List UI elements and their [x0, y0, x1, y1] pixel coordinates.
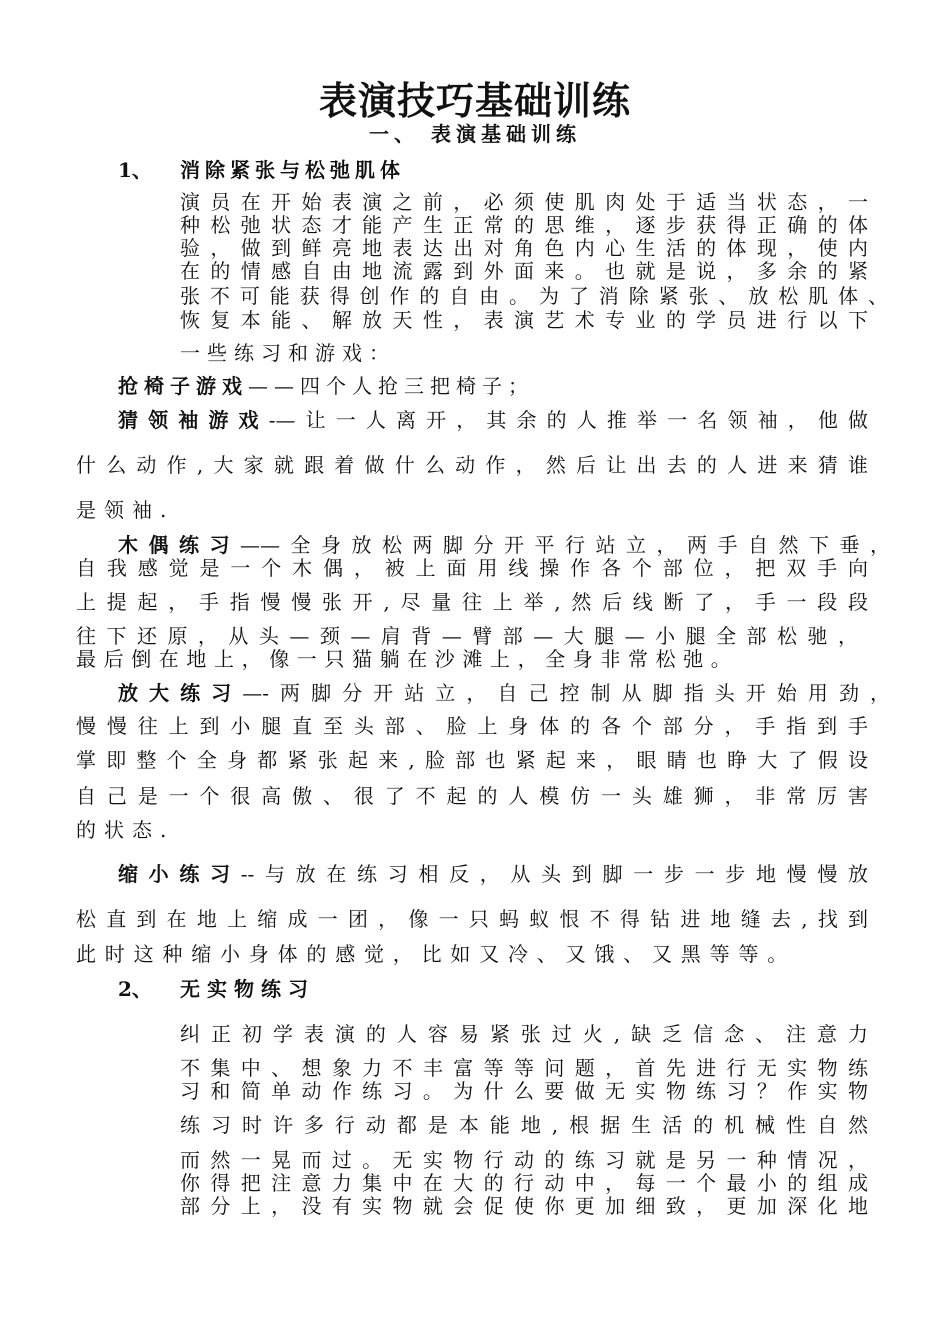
exercise-line: 自我感觉是一个木偶，被上面用线操作各个部位，把双手向	[76, 556, 868, 580]
paragraph-line: 一些练习和游戏：	[180, 341, 396, 365]
exercise-line: 慢慢往上到小腿直至头部、脸上身体的各个部分，手指到手	[76, 714, 868, 738]
exercise-name: 放大练习	[118, 681, 243, 705]
exercise-line: 自己是一个很高傲、很了不起的人模仿一头雄狮，非常厉害	[76, 784, 868, 808]
section2-number: 2、	[118, 977, 152, 1001]
paragraph-line: 部分上，没有实物就会促使你更加细致，更加深化地	[180, 1194, 868, 1218]
exercise-text: ——全身放松两脚分开平行站立，两手自然下垂，	[240, 533, 890, 557]
exercise-line: 最后倒在地上，像一只猫躺在沙滩上，全身非常松弛。	[76, 647, 739, 671]
game-line: 是领袖.	[76, 498, 175, 522]
exercise-text: —-两脚分开站立，自己控制从脚指头开始用劲，	[242, 681, 891, 705]
paragraph-line: 种松弛状态才能产生正常的思维，逐步获得正确的体	[180, 213, 868, 237]
paragraph-line: 纠正初学表演的人容易紧张过火,缺乏信念、注意力	[180, 1022, 868, 1046]
exercise-text: --与放在练习相反，从头到脚一步一步地慢慢放	[240, 862, 869, 886]
game-name: 猜领袖游戏	[118, 408, 269, 432]
exercise-line	[118, 533, 890, 557]
section1-number: 1、	[118, 158, 152, 182]
paragraph-line: 练习时许多行动都是本能地,根据生活的机械性自然	[180, 1113, 868, 1137]
game-line: 什么动作,大家就跟着做什么动作，然后让出去的人进来猜谁	[76, 453, 868, 477]
game-text: -—让一人离开，其余的人推举一名领袖，他做	[268, 408, 869, 432]
exercise-line: 往下还原，从头—颈—肩背—臂部—大腿—小腿全部松驰，	[76, 624, 858, 648]
exercise-name: 木偶练习	[118, 533, 240, 557]
paragraph-line: 而然一晃而过。无实物行动的练习就是另一种情况，	[180, 1148, 868, 1172]
paragraph-line: 在的情感自由地流露到外面来。也就是说，多余的紧	[180, 259, 868, 283]
game-name: 抢椅子游戏	[118, 374, 248, 398]
exercise-line: 上提起，手指慢慢张开,尽量往上举,然后线断了，手一段段	[76, 590, 868, 614]
game-chairs	[118, 374, 534, 398]
paragraph-line: 张不可能获得创作的自由。为了消除紧张、放松肌体、	[180, 284, 888, 308]
paragraph-line: 验，做到鲜亮地表达出对角色内心生活的体现，使内	[180, 236, 868, 260]
paragraph-line: 恢复本能、解放天性，表演艺术专业的学员进行以下	[180, 308, 868, 332]
section1-heading: 消除紧张与松弛肌体	[180, 158, 405, 182]
section-title: 一、 表演基础训练	[369, 122, 581, 146]
exercise-line	[118, 681, 890, 705]
exercise-line	[118, 862, 868, 886]
paragraph-line: 你得把注意力集中在大的行动中，每一个最小的组成	[180, 1171, 868, 1195]
paragraph-line: 习和简单动作练习。为什么要做无实物练习？作实物	[180, 1079, 868, 1103]
exercise-line: 的状态.	[76, 818, 175, 842]
exercise-line: 松直到在地上缩成一团，像一只蚂蚁恨不得钻进地缝去,找到	[76, 907, 868, 931]
section2-heading: 无实物练习	[180, 977, 315, 1001]
exercise-line: 掌即整个全身都紧张起来,脸部也紧起来，眼睛也睁大了假设	[76, 748, 868, 772]
paragraph-line: 演员在开始表演之前，必须使肌肉处于适当状态，一	[180, 190, 868, 214]
game-line	[118, 408, 868, 432]
exercise-name: 缩小练习	[118, 862, 241, 886]
document-title: 表演技巧基础训练	[318, 78, 631, 123]
paragraph-line: 不集中、想象力不丰富等等问题，首先进行无实物练	[180, 1056, 868, 1080]
exercise-line: 此时这种缩小身体的感觉，比如又冷、又饿、又黑等等。	[76, 942, 796, 966]
game-text: ——四个人抢三把椅子；	[248, 374, 534, 398]
